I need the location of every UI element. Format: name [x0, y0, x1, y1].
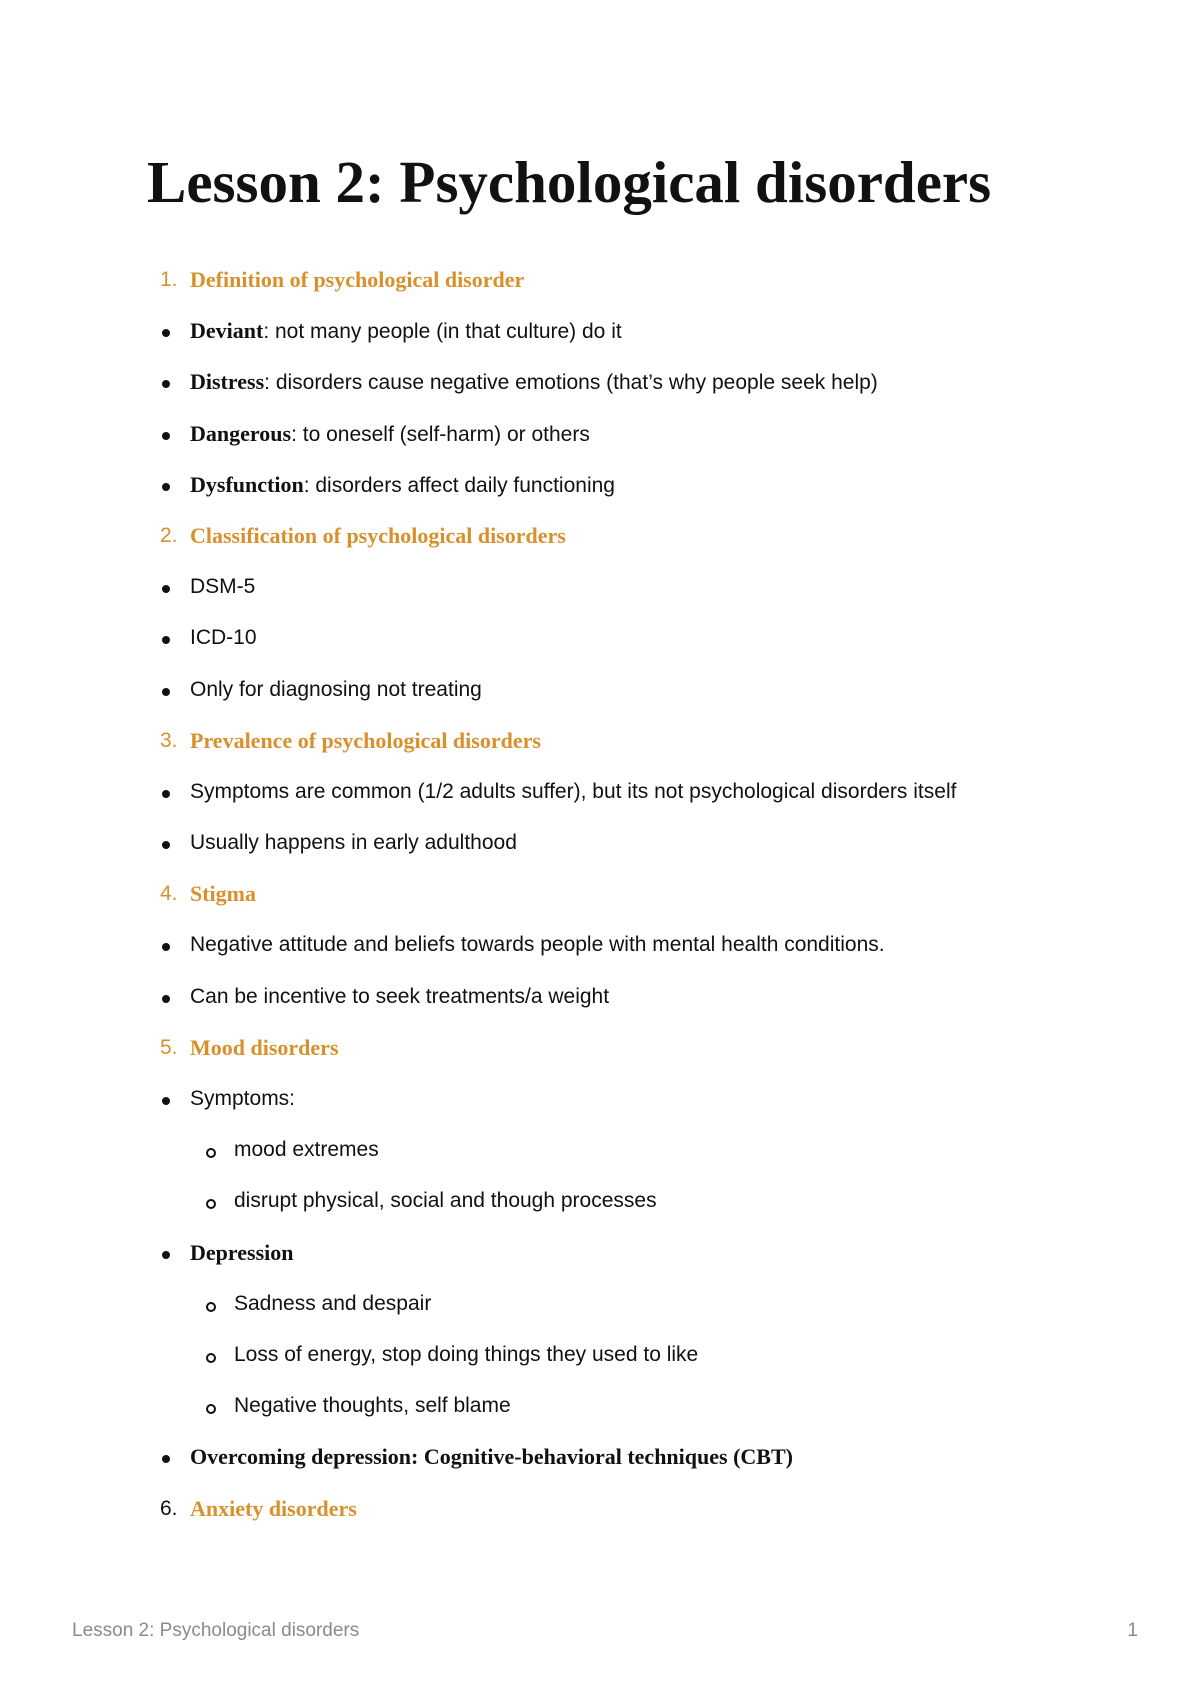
- list-item: [0, 562, 1200, 613]
- page-number: 1: [1127, 1620, 1138, 1641]
- section-title: Anxiety disorders: [190, 1495, 357, 1521]
- section-number: 4.: [160, 882, 178, 906]
- section-heading: [0, 511, 1200, 562]
- section-number: 2.: [160, 523, 178, 547]
- term: Distress: [190, 369, 265, 395]
- section-heading: [0, 1484, 1200, 1535]
- list-item: [0, 1074, 1200, 1125]
- term: Dangerous: [190, 420, 292, 446]
- page-title: Lesson 2: Psychological disorders: [147, 149, 992, 215]
- bullet-icon: [162, 380, 170, 388]
- bullet-icon: [162, 585, 170, 593]
- sub-list-item-text: disrupt physical, social and though processes: [234, 1189, 657, 1213]
- bullet-icon: [162, 841, 170, 849]
- list-item-text: ICD-10: [190, 626, 257, 650]
- section-title: Mood disorders: [190, 1034, 339, 1060]
- section-heading: [0, 255, 1200, 306]
- sub-list-item: [0, 1176, 1200, 1227]
- list-item-text: Only for diagnosing not treating: [190, 677, 482, 701]
- sub-list-item-text: Sadness and despair: [234, 1291, 432, 1315]
- list-item-text: Overcoming depression: Cognitive-behavioral techniques (CBT): [190, 1444, 793, 1470]
- section-number: 3.: [160, 728, 178, 752]
- bullet-icon: [162, 1251, 170, 1259]
- list-item-text: Symptoms:: [190, 1087, 296, 1110]
- section-heading: [0, 716, 1200, 767]
- definition: : not many people (in that culture) do it: [263, 320, 622, 344]
- sub-list-item: [0, 1125, 1200, 1176]
- bullet-icon: [162, 432, 170, 440]
- definition: : to oneself (self-harm) or others: [291, 422, 590, 446]
- list-item-text: DSM-5: [190, 575, 256, 599]
- bullet-icon: [162, 943, 170, 951]
- list-item-text: Usually happens in early adulthood: [190, 831, 517, 855]
- list-item: [0, 920, 1200, 971]
- section-title: Prevalence of psychological disorders: [190, 727, 541, 753]
- list-item: [0, 665, 1200, 716]
- sub-list-item: [0, 1381, 1200, 1432]
- list-item: [0, 357, 1200, 408]
- definition: : disorders cause negative emotions (that’s why people seek help): [264, 371, 878, 395]
- circle-bullet-icon: [206, 1148, 216, 1158]
- term: Deviant: [190, 318, 264, 344]
- list-item: [0, 409, 1200, 460]
- document-body: [0, 255, 1200, 1535]
- bullet-icon: [162, 483, 170, 491]
- list-item: [0, 460, 1200, 511]
- bullet-icon: [162, 1097, 170, 1105]
- list-item: [0, 1432, 1200, 1483]
- circle-bullet-icon: [206, 1302, 216, 1312]
- circle-bullet-icon: [206, 1353, 216, 1363]
- circle-bullet-icon: [206, 1404, 216, 1414]
- section-title: Classification of psychological disorders: [190, 522, 566, 548]
- definition: : disorders affect daily functioning: [303, 473, 615, 497]
- section-heading: [0, 1023, 1200, 1074]
- list-item: [0, 767, 1200, 818]
- sub-list-item-text: Negative thoughts, self blame: [234, 1394, 511, 1418]
- term: Dysfunction: [190, 471, 304, 497]
- list-item: [0, 1228, 1200, 1279]
- bullet-icon: [162, 636, 170, 644]
- sub-list-item-text: Loss of energy, stop doing things they used to like: [234, 1342, 699, 1366]
- footer-title: Lesson 2: Psychological disorders: [72, 1620, 360, 1641]
- bullet-icon: [162, 329, 170, 337]
- section-number: 6.: [160, 1496, 178, 1520]
- section-heading: [0, 869, 1200, 920]
- sub-list-item: [0, 1279, 1200, 1330]
- bullet-icon: [162, 688, 170, 696]
- circle-bullet-icon: [206, 1199, 216, 1209]
- section-title: Definition of psychological disorder: [190, 267, 525, 292]
- list-item: [0, 613, 1200, 664]
- sub-list-item-text: mood extremes: [234, 1138, 379, 1162]
- list-item: [0, 818, 1200, 869]
- bullet-icon: [162, 1455, 170, 1463]
- list-item-text: Symptoms are common (1/2 adults suffer), but its not psychological disorders itself: [190, 779, 957, 803]
- list-item-text: Depression: [190, 1239, 294, 1265]
- list-item: [0, 972, 1200, 1023]
- section-number: 5.: [160, 1035, 178, 1059]
- section-number: 1.: [160, 268, 178, 291]
- list-item-text: Can be incentive to seek treatments/a weight: [190, 984, 610, 1008]
- sub-list-item: [0, 1330, 1200, 1381]
- bullet-icon: [162, 995, 170, 1003]
- section-title: Stigma: [190, 881, 256, 907]
- list-item-text: Negative attitude and beliefs towards people with mental health conditions.: [190, 933, 885, 957]
- list-item: [0, 306, 1200, 357]
- bullet-icon: [162, 790, 170, 798]
